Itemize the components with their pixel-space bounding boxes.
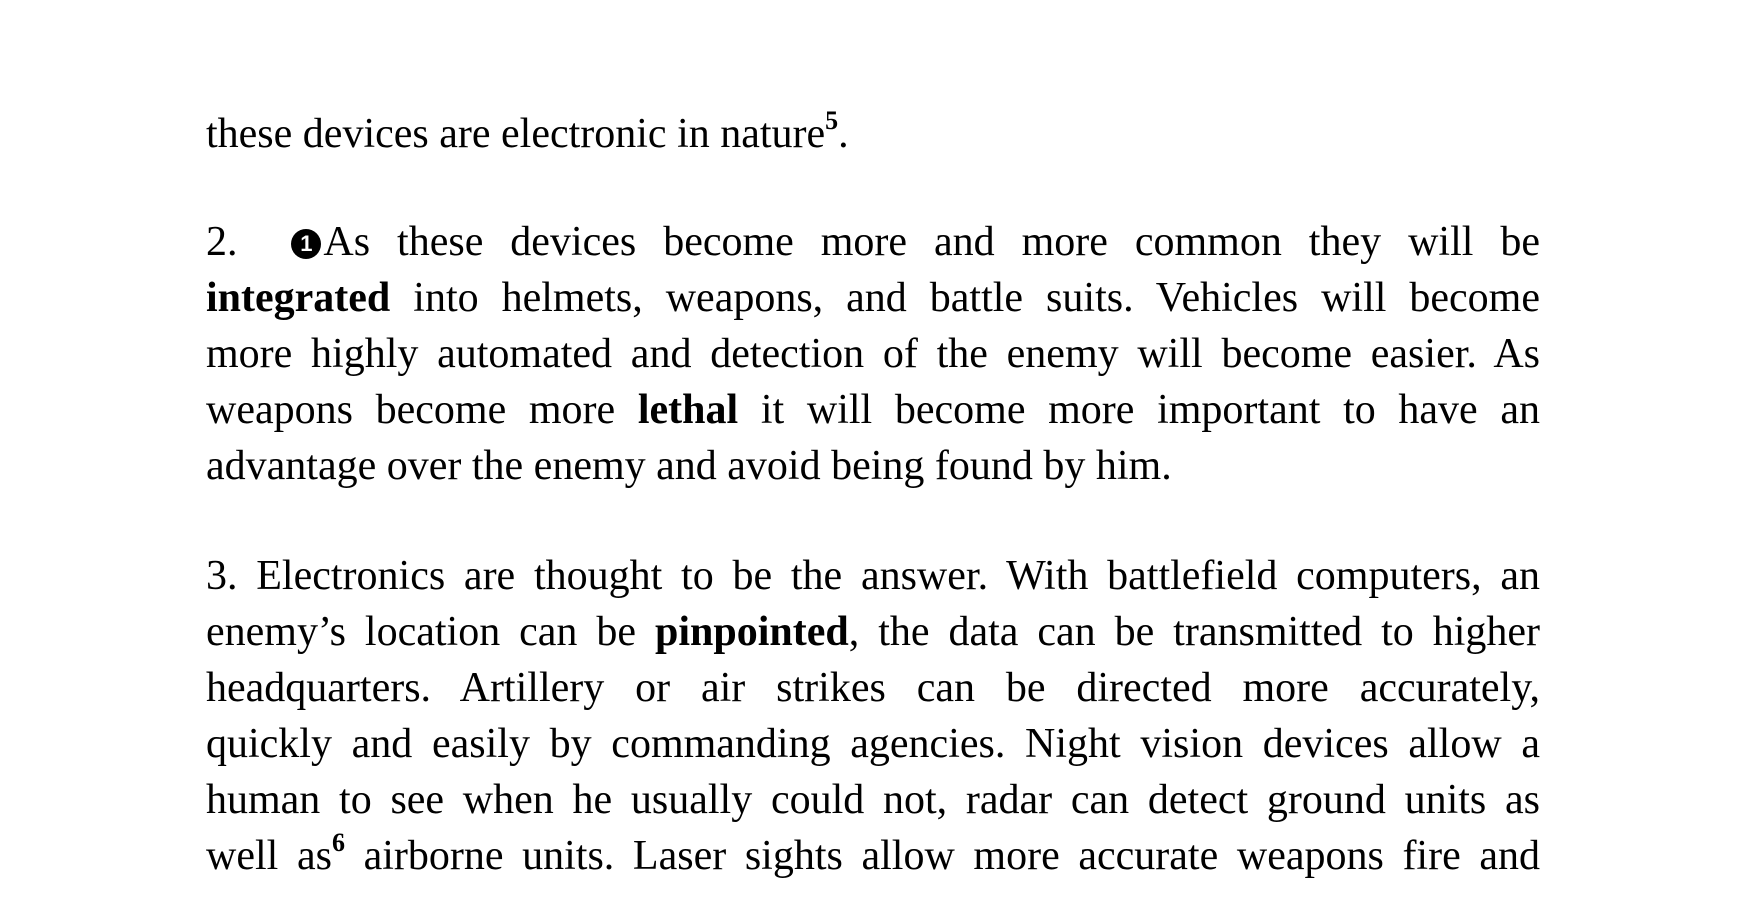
line-text: quickly and easily by commanding agencies. Night vision devices allow a (206, 721, 1540, 767)
line-text: enemy’s location can be (206, 609, 655, 655)
line-text: well as (206, 833, 332, 879)
line-punctuation: . (838, 111, 849, 157)
paragraph-3-line-3 (206, 664, 1540, 712)
numbered-circle-icon: 1 (291, 229, 321, 259)
line-text: airborne units. Laser sights allow more accurate weapons fire and (344, 833, 1541, 879)
line-text: advantage over the enemy and avoid being found by him. (206, 443, 1172, 489)
text-line (206, 106, 1540, 158)
line-text: more highly automated and detection of the enemy will become easier. As (206, 331, 1540, 377)
paragraph-3-line-1 (206, 552, 1540, 600)
line-text: it will become more important to have an (738, 387, 1540, 433)
paragraph-2-line-5 (206, 442, 1540, 490)
line-text: As these devices become more and more common they will be (323, 219, 1541, 265)
line-text: 3. Electronics are thought to be the answer. With battlefield computers, an (206, 553, 1540, 599)
bold-term: pinpointed (654, 609, 849, 655)
paragraph-3-line-5 (206, 776, 1540, 824)
footnote-ref: 5 (825, 106, 839, 135)
line-text: into helmets, weapons, and battle suits. Vehicles will become (390, 275, 1540, 321)
paragraph-2-line-2 (206, 274, 1540, 322)
line-text: these devices are electronic in nature (206, 111, 826, 157)
line-text: headquarters. Artillery or air strikes can be directed more accurately, (206, 665, 1540, 711)
paragraph-2-line-3 (206, 330, 1540, 378)
bold-term: integrated (206, 275, 391, 321)
paragraph-number: 2. (206, 219, 238, 265)
line-text: human to see when he usually could not, radar can detect ground units as (206, 777, 1540, 823)
paragraph-2-line-4 (206, 386, 1540, 434)
line-text: weapons become more (206, 387, 638, 433)
line-text: , the data can be transmitted to higher (848, 609, 1540, 655)
footnote-ref: 6 (331, 828, 345, 857)
paragraph-3-line-2 (206, 608, 1540, 656)
paragraph-3-line-4 (206, 720, 1540, 768)
paragraph-2-line-1 (206, 218, 1540, 266)
paragraph-3-line-6 (206, 828, 1541, 880)
bold-term: lethal (637, 387, 739, 433)
